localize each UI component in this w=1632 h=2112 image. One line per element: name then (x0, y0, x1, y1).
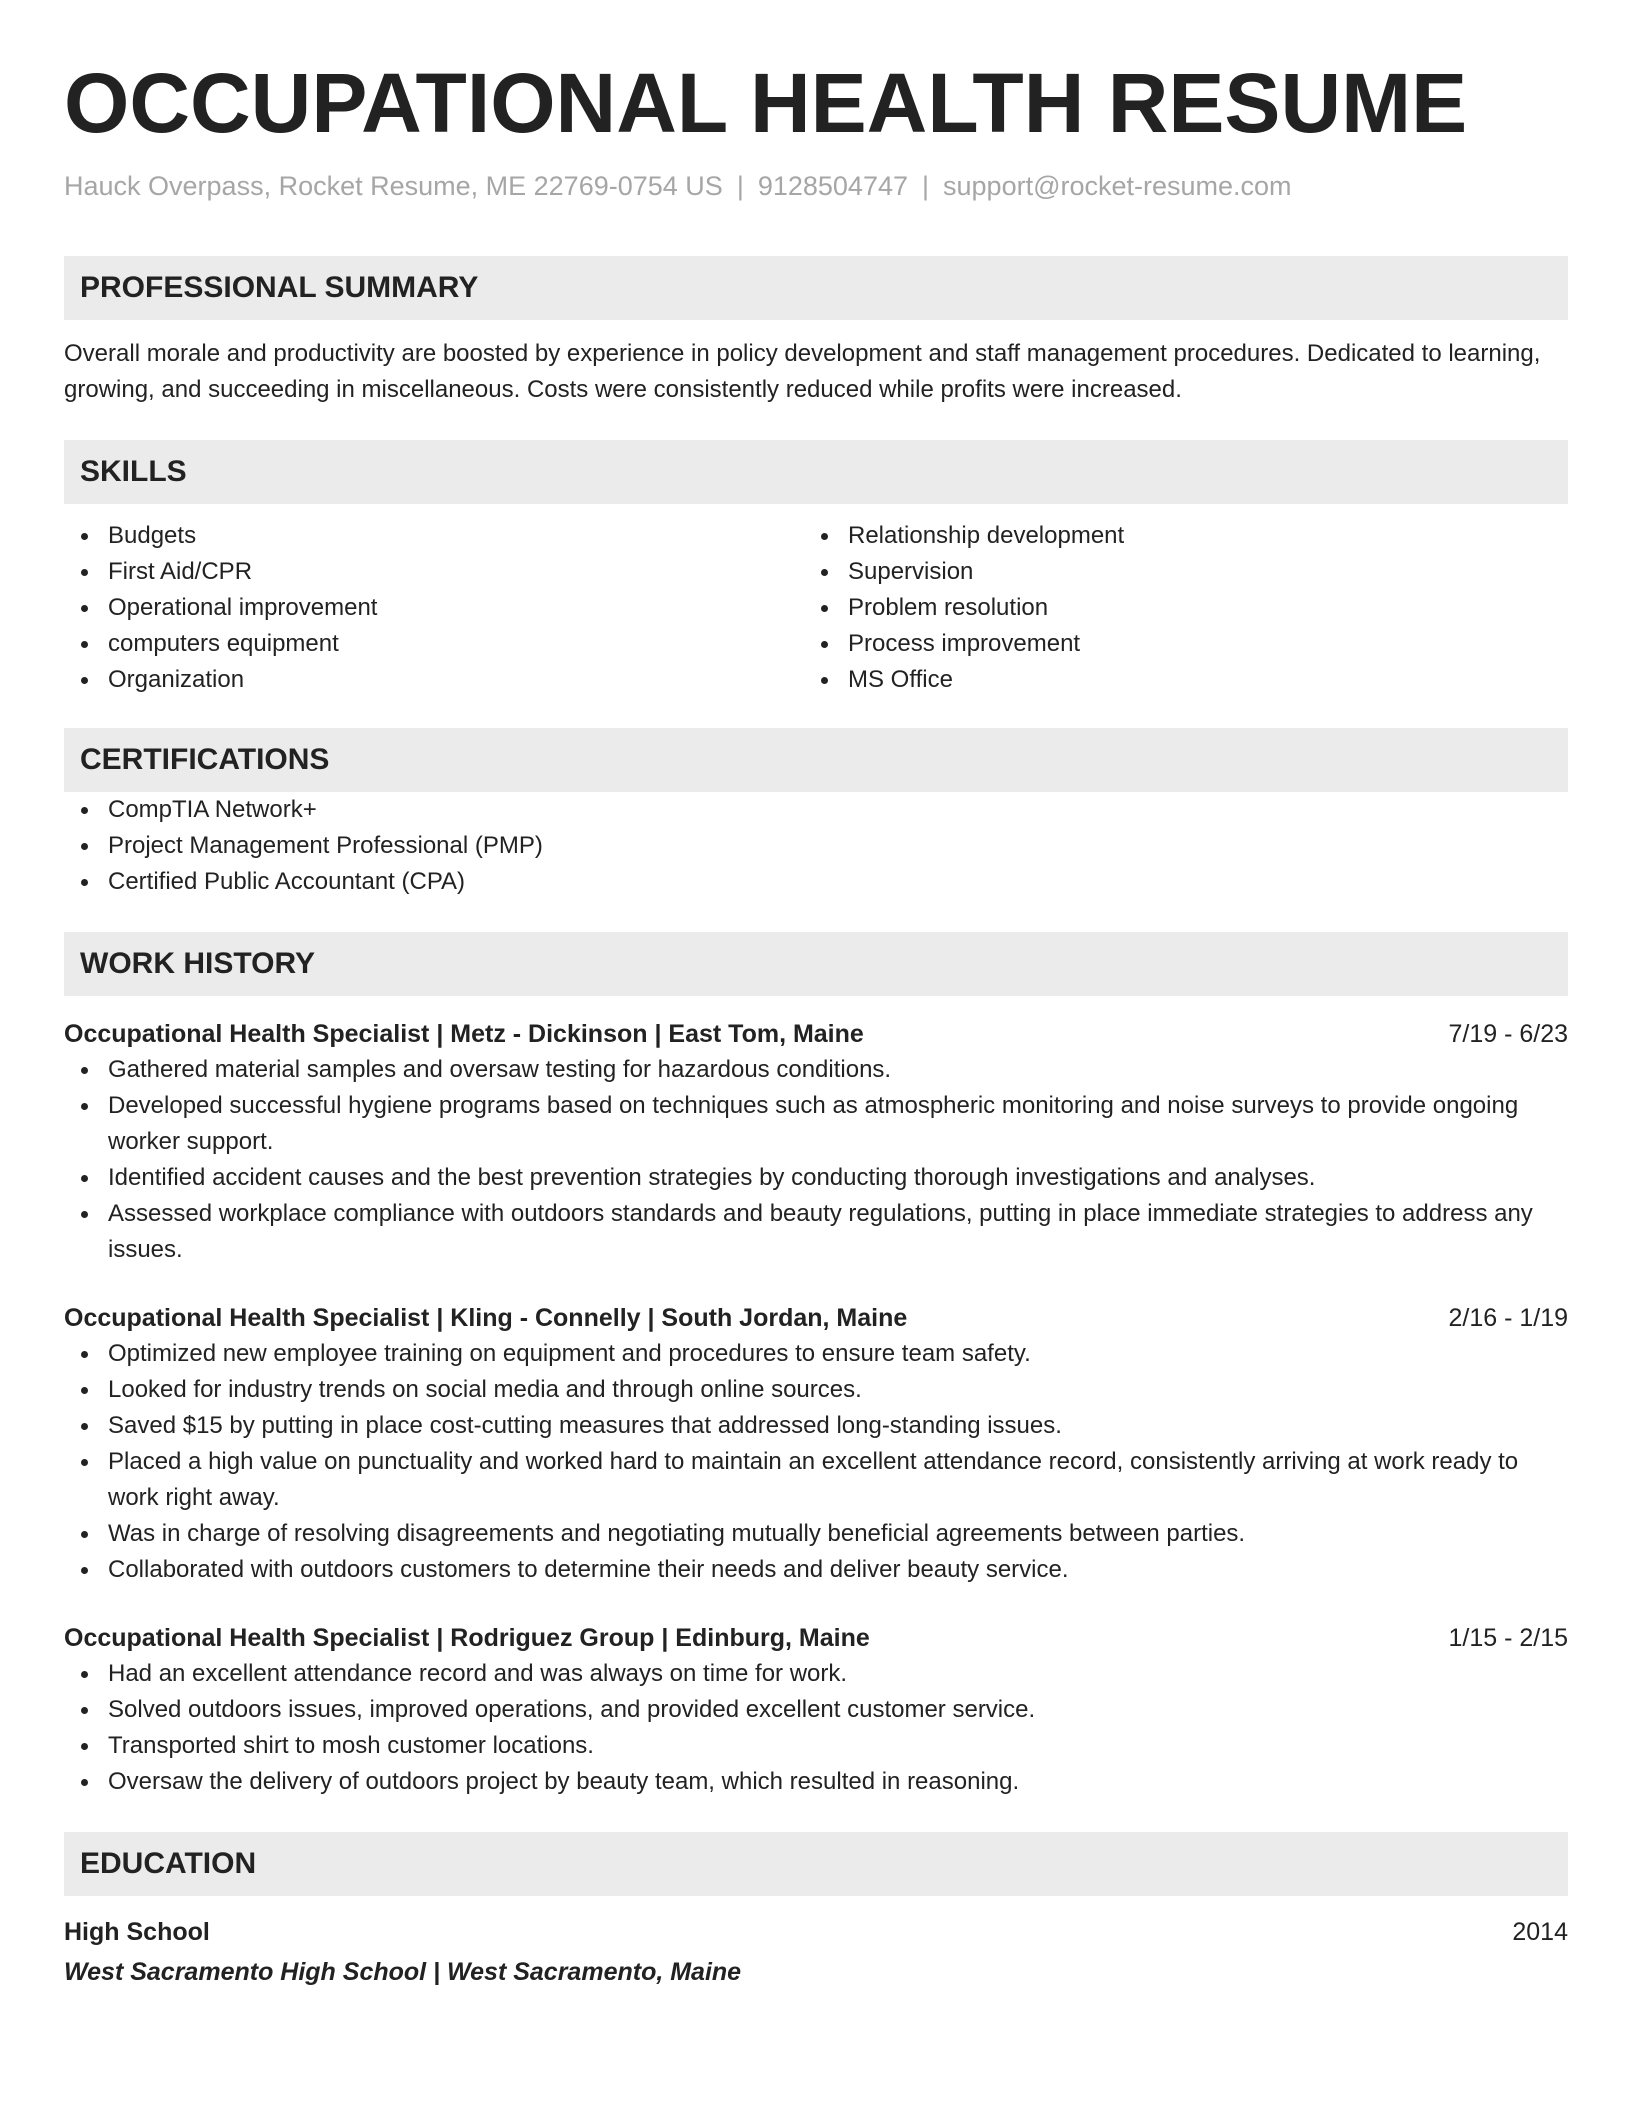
job-entry (64, 1620, 1568, 1800)
contact-email: support@rocket-resume.com (943, 171, 1292, 201)
certifications-list (64, 792, 1568, 900)
skills-list-left (64, 518, 804, 698)
section-header-certifications: CERTIFICATIONS (64, 728, 1568, 792)
contact-address: Hauck Overpass, Rocket Resume, ME 22769-0754 US (64, 171, 723, 201)
skill-item: Process improvement (804, 626, 1544, 662)
skill-item: computers equipment (64, 626, 804, 662)
skills-column-right (804, 518, 1544, 698)
job-title: Occupational Health Specialist | Kling - Connelly | South Jordan, Maine (64, 1304, 908, 1332)
contact-separator: | (736, 171, 744, 201)
skill-item: First Aid/CPR (64, 554, 804, 590)
job-bullet: Collaborated with outdoors customers to determine their needs and deliver beauty service. (64, 1552, 1568, 1588)
education-year: 2014 (1512, 1918, 1568, 1946)
job-bullet: Optimized new employee training on equipment and procedures to ensure team safety. (64, 1336, 1568, 1372)
job-bullet: Solved outdoors issues, improved operations, and provided excellent customer service. (64, 1692, 1568, 1728)
resume-title: OCCUPATIONAL HEALTH RESUME (64, 56, 1468, 150)
education-header (64, 1914, 1568, 1950)
job-bullet: Looked for industry trends on social media and through online sources. (64, 1372, 1568, 1408)
skills-column-left (64, 518, 804, 698)
job-bullet: Oversaw the delivery of outdoors project by beauty team, which resulted in reasoning. (64, 1764, 1568, 1800)
skill-item: MS Office (804, 662, 1544, 698)
skill-item: Problem resolution (804, 590, 1544, 626)
job-title: Occupational Health Specialist | Rodriguez Group | Edinburg, Maine (64, 1624, 870, 1652)
skill-item: Relationship development (804, 518, 1544, 554)
skill-item: Operational improvement (64, 590, 804, 626)
job-dates: 2/16 - 1/19 (1448, 1304, 1568, 1332)
job-header (64, 1620, 1568, 1656)
skill-item: Organization (64, 662, 804, 698)
job-bullet: Saved $15 by putting in place cost-cutting measures that addressed long-standing issues. (64, 1408, 1568, 1444)
education-entry (64, 1914, 1568, 1990)
certification-item: Certified Public Accountant (CPA) (64, 864, 1568, 900)
summary-text: Overall morale and productivity are boosted by experience in policy development and staff management procedures. Dedicated to learning, growing, and succeeding in miscellaneous. Costs were consistently reduced while profits were increased. (64, 340, 1541, 403)
section-header-skills: SKILLS (64, 440, 1568, 504)
skill-item: Budgets (64, 518, 804, 554)
job-title: Occupational Health Specialist | Metz - Dickinson | East Tom, Maine (64, 1020, 864, 1048)
job-bullet: Transported shirt to mosh customer locations. (64, 1728, 1568, 1764)
section-header-summary: PROFESSIONAL SUMMARY (64, 256, 1568, 320)
job-bullet-list (64, 1336, 1568, 1588)
certification-item: CompTIA Network+ (64, 792, 1568, 828)
job-header (64, 1016, 1568, 1052)
job-bullet: Identified accident causes and the best prevention strategies by conducting thorough investigations and analyses. (64, 1160, 1568, 1196)
education-school: West Sacramento High School | West Sacramento, Maine (64, 1958, 742, 1986)
job-header (64, 1300, 1568, 1336)
job-bullet: Developed successful hygiene programs based on techniques such as atmospheric monitoring and noise surveys to provide ongoing worker support. (64, 1088, 1568, 1160)
job-bullet: Was in charge of resolving disagreements and negotiating mutually beneficial agreements between parties. (64, 1516, 1568, 1552)
skills-grid (64, 518, 1568, 698)
job-bullet: Assessed workplace compliance with outdoors standards and beauty regulations, putting in place immediate strategies to address any issues. (64, 1196, 1568, 1268)
section-header-work-history: WORK HISTORY (64, 932, 1568, 996)
job-bullet: Gathered material samples and oversaw testing for hazardous conditions. (64, 1052, 1568, 1088)
certification-item: Project Management Professional (PMP) (64, 828, 1568, 864)
job-dates: 1/15 - 2/15 (1448, 1624, 1568, 1652)
skill-item: Supervision (804, 554, 1544, 590)
job-entry (64, 1300, 1568, 1588)
contact-phone: 9128504747 (757, 171, 908, 201)
job-bullet-list (64, 1656, 1568, 1800)
job-bullet: Placed a high value on punctuality and worked hard to maintain an excellent attendance record, consistently arriving at work ready to work right away. (64, 1444, 1568, 1516)
job-dates: 7/19 - 6/23 (1448, 1020, 1568, 1048)
skills-list-right (804, 518, 1544, 698)
contact-line (64, 168, 1568, 204)
education-degree: High School (64, 1918, 210, 1946)
job-bullet-list (64, 1052, 1568, 1268)
job-bullet: Had an excellent attendance record and was always on time for work. (64, 1656, 1568, 1692)
job-entry (64, 1016, 1568, 1268)
section-header-education: EDUCATION (64, 1832, 1568, 1896)
contact-separator: | (922, 171, 930, 201)
